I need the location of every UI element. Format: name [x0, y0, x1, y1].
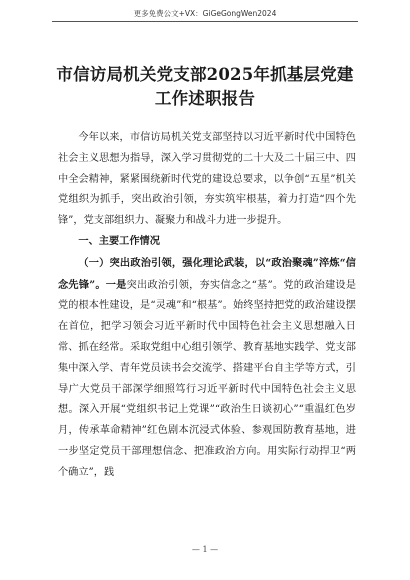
subsection-heading: （一）突出政治引领，强化理论武装，以“政治聚魂”淬炼“信念先锋”。: [58, 256, 356, 291]
subsection-lead: 一是: [105, 278, 127, 291]
intro-paragraph: 今年以来，市信访局机关党支部坚持以习近平新时代中国特色社会主义思想为指导，深入学习贯彻党的二十大及二十届三中、四中全会精神，紧紧围绕新时代党的建设总要求，以争创“五星”机关党组织为抓手，突出政治引领，夯实筑牢根基，着力打造“四个先锋”，党支部组织力、凝聚力和战斗力进一步提升。: [58, 132, 356, 227]
section-heading-main-work: 一、主要工作情况: [78, 235, 160, 247]
subsection-paragraph: [58, 253, 356, 484]
header-divider: [52, 21, 358, 22]
document-title: [40, 63, 370, 111]
title-line-2: 工作述职报告: [154, 89, 256, 108]
subsection-body-text: 突出政治引领，夯实信念之“基”。党的政治建设是党的根本性建设，是“灵魂”和“根基”。始终坚持把党的政治建设摆在首位，把学习领会习近平新时代中国特色社会主义思想融入日常、抓在经常。采取党组中心组引领学、教育基地实践学、党支部集中深入学、青年党员读书会交流学、搭建平台自主学等方式，引导广大党员干部深学细照笃行习近平新时代中国特色社会主义思想。深入开展“党组织书记上党课”“政治生日谈初心”“重温红色岁月，传承革命精神”红色剧本沉浸式体验、参观国防教育基地，进一步坚定党员干部理想信念、把准政治方向。用实际行动捍卫“两个确立”，践: [58, 279, 357, 478]
header-note: 更多免费公文+VX：GiGeGongWen2024: [133, 9, 277, 18]
title-line-1: 市信访局机关党支部2025年抓基层党建: [56, 65, 354, 84]
page-number: — 1 —: [191, 545, 219, 554]
document-body: [58, 128, 356, 484]
